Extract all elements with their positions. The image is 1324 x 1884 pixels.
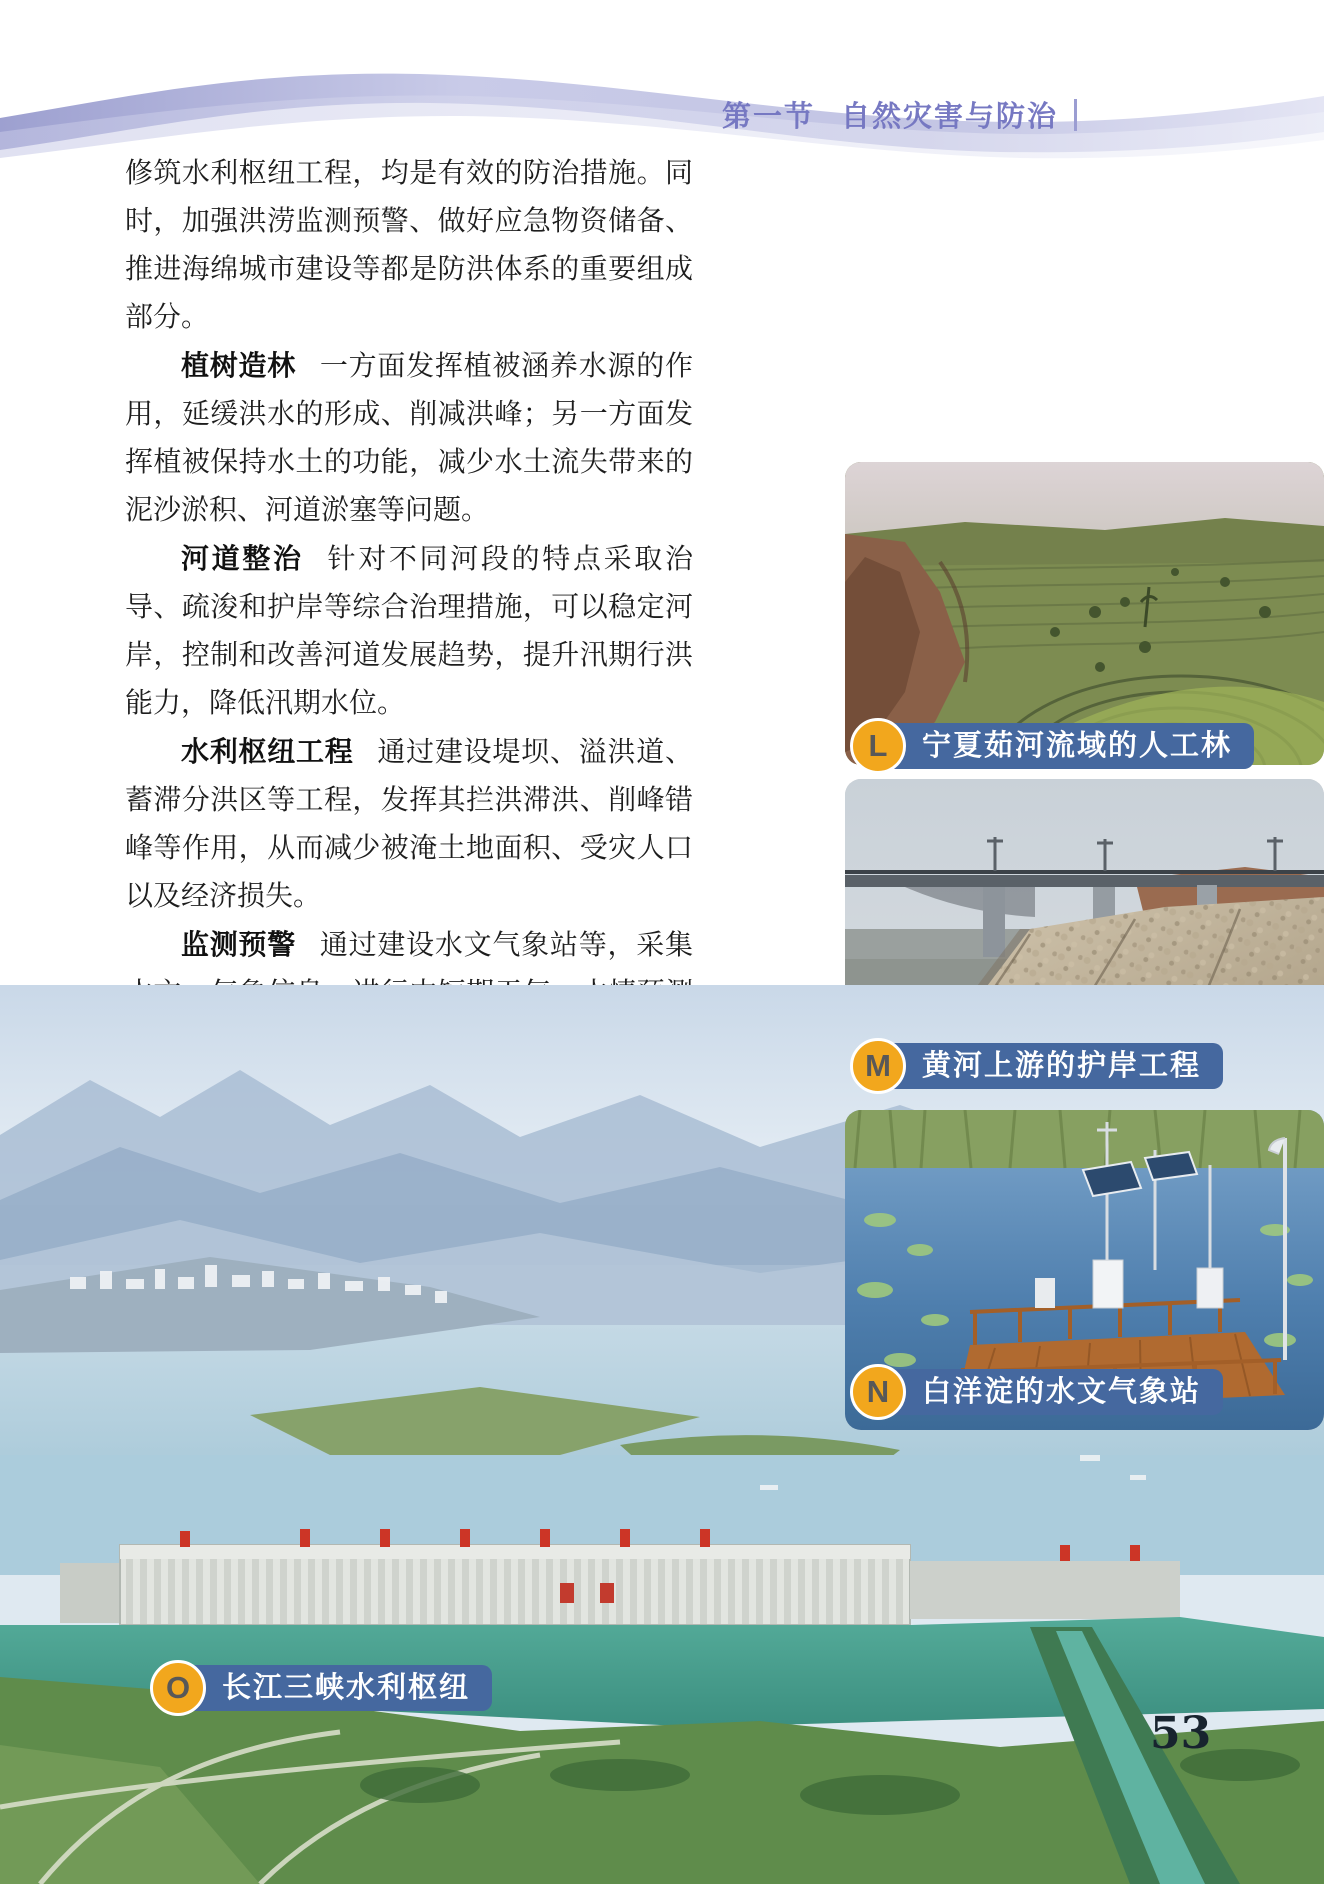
- body-paragraph: [125, 342, 693, 535]
- paragraph-text: 一方面发挥植被涵养水源的作用，延缓洪水的形成、削减洪峰；另一方面发挥植被保持水土的功能，减少水土流失带来的泥沙淤积、河道淤塞等问题。: [125, 351, 693, 526]
- figure-n-caption: [850, 1364, 1223, 1420]
- figure-o-caption-text: 长江三峡水利枢纽: [176, 1665, 492, 1711]
- paragraph-text: 针对不同河段的特点采取治导、疏浚和护岸等综合治理措施，可以稳定河岸，控制和改善河道发展趋势，提升汛期行洪能力，降低汛期水位。: [125, 544, 693, 719]
- page-header: [722, 94, 1077, 135]
- figure-m-badge: M: [850, 1038, 906, 1094]
- body-text-column: [125, 150, 693, 1114]
- section-number: 第一节: [722, 101, 816, 133]
- paragraph-lead-term: 水利枢纽工程: [181, 736, 354, 767]
- figure-l-caption-text: 宁夏茹河流域的人工林: [876, 723, 1254, 769]
- figure-m-caption: [850, 1038, 1223, 1094]
- body-paragraph: [125, 728, 693, 921]
- figure-l-caption: [850, 718, 1254, 774]
- paragraph-lead-term: 监测预警: [181, 929, 297, 960]
- paragraph-lead-term: 河道整治: [181, 543, 304, 574]
- paragraph-text: 通过建设堤坝、溢洪道、蓄滞分洪区等工程，发挥其拦洪滞洪、削峰错峰等作用，从而减少被淹土地面积、受灾人口以及经济损失。: [125, 737, 693, 912]
- body-paragraph: [125, 535, 693, 728]
- figure-m-caption-text: 黄河上游的护岸工程: [876, 1043, 1223, 1089]
- paragraph-lead-term: 植树造林: [181, 350, 297, 381]
- header-divider-bar: [1074, 99, 1077, 131]
- page-number: 53: [1150, 1708, 1212, 1759]
- paragraph-text: 修筑水利枢纽工程，均是有效的防治措施。同时，加强洪涝监测预警、做好应急物资储备、推进海绵城市建设等都是防洪体系的重要组成部分。: [125, 158, 693, 333]
- figure-o-caption: [150, 1660, 492, 1716]
- figure-l-badge: L: [850, 718, 906, 774]
- paragraph-text: 通过建设水文气象站等，采集: [319, 930, 693, 961]
- figure-o-badge: O: [150, 1660, 206, 1716]
- section-title: 自然灾害与防治: [841, 101, 1059, 133]
- figure-n-caption-text: 白洋淀的水文气象站: [876, 1369, 1223, 1415]
- figure-n-badge: N: [850, 1364, 906, 1420]
- body-paragraph: [125, 150, 693, 342]
